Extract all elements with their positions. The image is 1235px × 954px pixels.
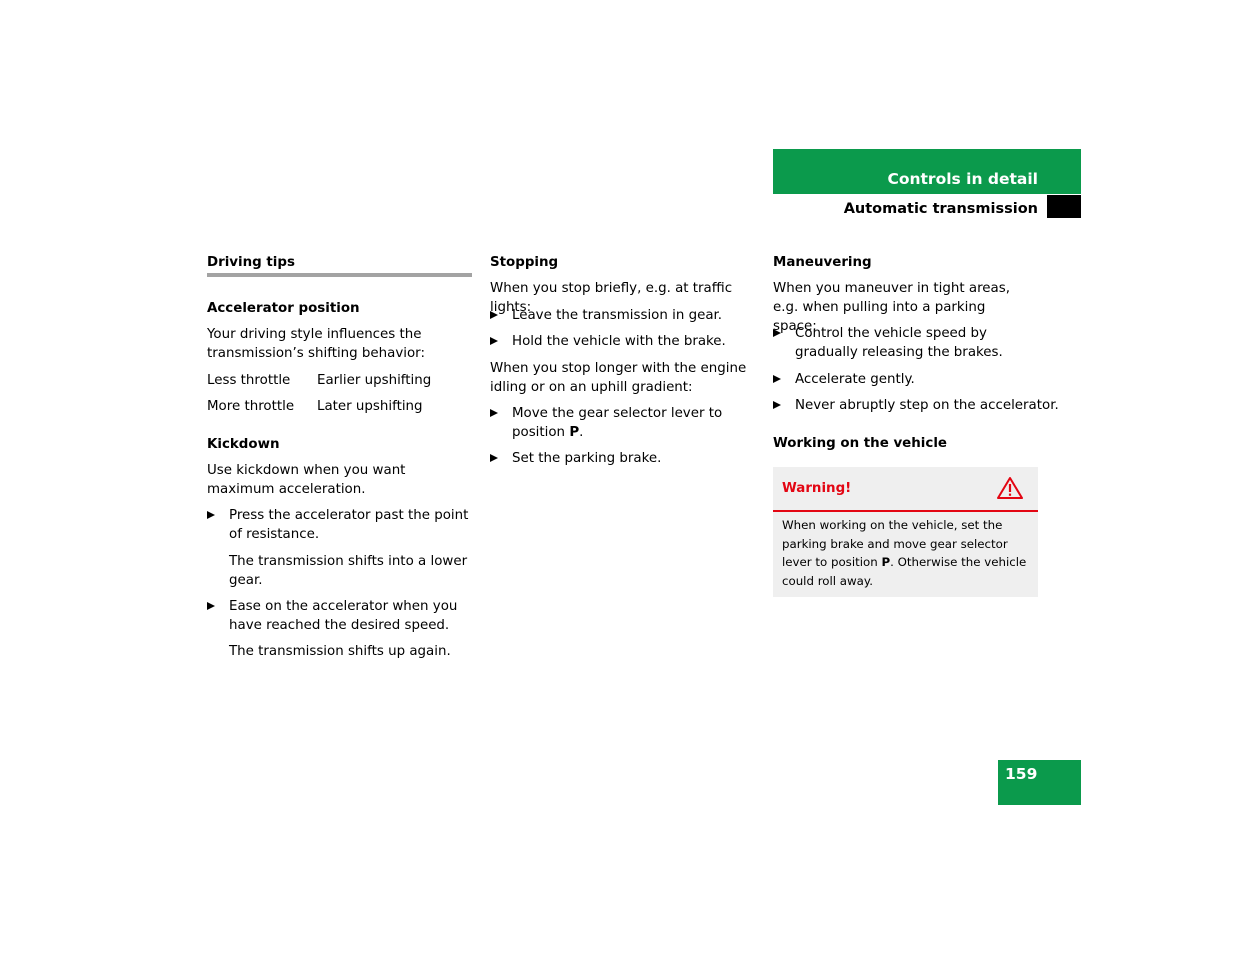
maneuvering-heading: Maneuvering [773, 255, 872, 270]
throttle-input: More throttle [207, 399, 295, 414]
kickdown-result: The transmission shifts up again. [229, 644, 451, 659]
warning-divider [773, 510, 1038, 512]
maneuvering-step [773, 370, 1043, 389]
stop-step-text-end: . [579, 425, 584, 440]
kickdown-heading: Kickdown [207, 437, 280, 452]
stop-step-text: Set the parking brake. [512, 451, 662, 466]
stop-step-text: Hold the vehicle with the brake. [512, 334, 726, 349]
stop-long-intro: When you stop longer with the engine idling or on an uphill gradient: [490, 361, 747, 395]
stop-long-step [490, 449, 760, 468]
stop-brief-step [490, 332, 760, 351]
warning-title: Warning! [782, 481, 852, 496]
bullet-arrow-icon [773, 329, 781, 337]
warning-triangle-icon [996, 476, 1024, 500]
stop-brief-intro: When you stop briefly, e.g. at traffic lights: [490, 281, 733, 315]
maneuvering-step [773, 324, 1043, 362]
stop-step-text [490, 404, 735, 442]
bullet-arrow-icon [773, 401, 781, 409]
stop-brief-step [490, 306, 760, 325]
bullet-arrow-icon [490, 409, 498, 417]
bullet-arrow-icon [207, 602, 215, 610]
kickdown-step-text: Press the accelerator past the point of resistance. [229, 508, 469, 542]
throttle-effect: Later upshifting [317, 399, 423, 414]
page-number: 159 [1005, 765, 1038, 783]
accelerator-position-heading: Accelerator position [207, 301, 360, 316]
subsection-title: Automatic transmission [843, 201, 1038, 217]
kickdown-intro: Use kickdown when you want maximum acceleration. [207, 463, 406, 497]
kickdown-step [207, 506, 477, 544]
stop-step-text: Leave the transmission in gear. [512, 308, 723, 323]
stop-long-step [490, 404, 735, 442]
stop-step-text-main: Move the gear selector lever to position [512, 406, 723, 440]
maneuvering-step-text: Accelerate gently. [795, 372, 915, 387]
driving-tips-heading: Driving tips [207, 255, 295, 270]
throttle-effect: Earlier upshifting [317, 373, 432, 388]
kickdown-step-text: Ease on the accelerator when you have reached the desired speed. [229, 599, 458, 633]
bullet-arrow-icon [490, 454, 498, 462]
stopping-heading: Stopping [490, 255, 559, 270]
kickdown-result: The transmission shifts into a lower gear. [229, 554, 468, 588]
heading-rule [207, 273, 472, 277]
throttle-input: Less throttle [207, 373, 291, 388]
subsection-marker [1047, 195, 1081, 218]
working-on-vehicle-heading: Working on the vehicle [773, 436, 947, 451]
section-title: Controls in detail [887, 170, 1038, 188]
maneuvering-step-text: Control the vehicle speed by gradually releasing the brakes. [795, 326, 1003, 360]
warning-box [773, 467, 1038, 597]
warning-text-end: . Otherwise the vehicle could roll away. [782, 555, 1027, 588]
maneuvering-step-text: Never abruptly step on the accelerator. [795, 398, 1059, 413]
bullet-arrow-icon [490, 337, 498, 345]
kickdown-step [207, 597, 477, 635]
bullet-arrow-icon [773, 375, 781, 383]
maneuvering-intro: When you maneuver in tight areas, e.g. when pulling into a parking space: [773, 281, 1010, 334]
bullet-arrow-icon [490, 311, 498, 319]
gear-position-p: P [881, 555, 891, 569]
warning-text-main: When working on the vehicle, set the parking brake and move gear selector lever to position [782, 518, 1008, 569]
warning-text [782, 516, 1032, 590]
bullet-arrow-icon [207, 511, 215, 519]
accelerator-intro: Your driving style influences the transmission’s shifting behavior: [207, 327, 425, 361]
maneuvering-step [773, 396, 1063, 415]
gear-position-p: P [569, 425, 580, 440]
